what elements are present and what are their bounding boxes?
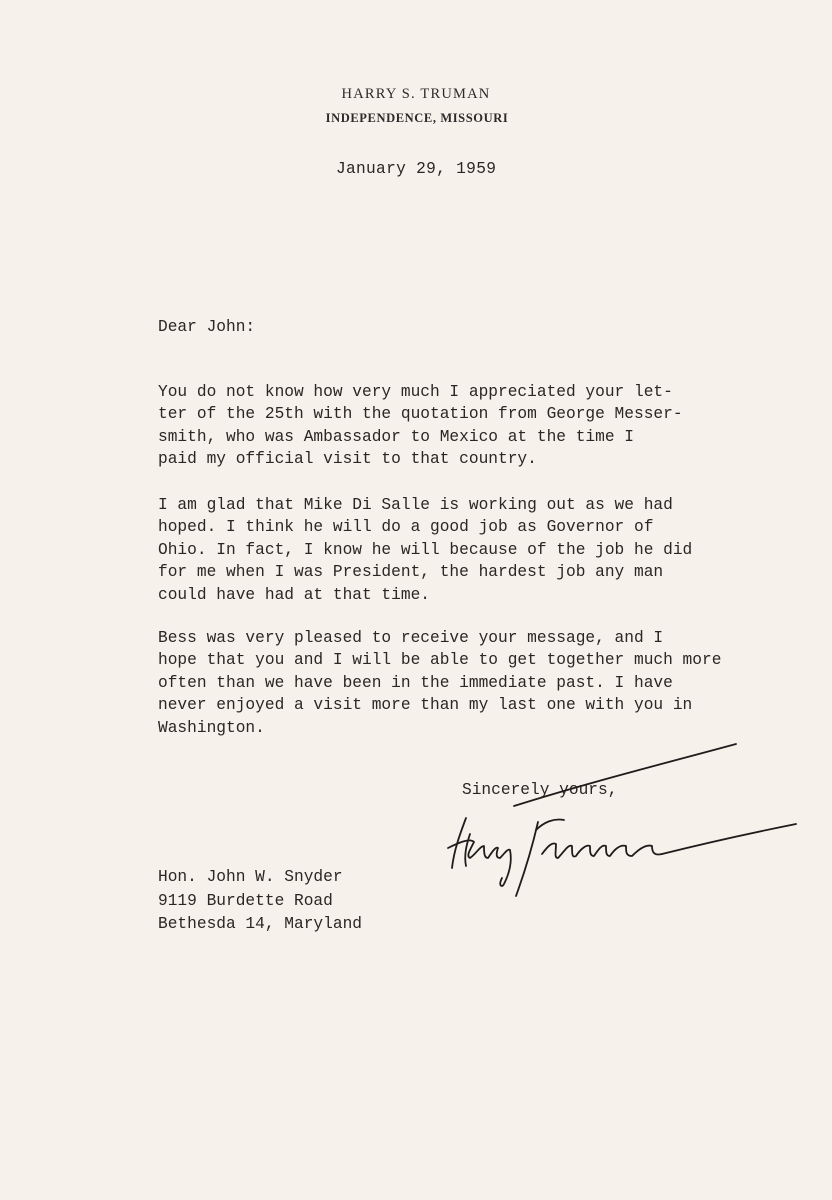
handwritten-signature — [440, 738, 810, 908]
recipient-address — [158, 866, 362, 937]
address-line: Bethesda 14, Maryland — [158, 915, 362, 933]
body-line: never enjoyed a visit more than my last one with you in — [158, 696, 693, 715]
body-line: ter of the 25th with the quotation from George Messer- — [158, 405, 683, 424]
body-line: hoped. I think he will do a good job as Governor of — [158, 518, 654, 537]
body-line: for me when I was President, the hardest job any man — [158, 563, 664, 582]
body-paragraph-2 — [158, 494, 758, 606]
body-line: paid my official visit to that country. — [158, 450, 537, 469]
letterhead-place: INDEPENDENCE, MISSOURI — [325, 111, 509, 125]
body-line: often than we have been in the immediate past. I have — [158, 673, 673, 692]
letterhead-name: HARRY S. TRUMAN — [341, 86, 491, 102]
address-line: Hon. John W. Snyder — [158, 868, 343, 886]
body-line: Ohio. In fact, I know he will because of the job he did — [158, 540, 693, 559]
body-line: could have had at that time. — [158, 585, 430, 604]
body-paragraph-3 — [158, 627, 758, 739]
body-paragraph-1 — [158, 381, 758, 471]
closing: Sincerely yours, — [462, 781, 618, 799]
body-line: Washington. — [158, 718, 265, 737]
body-line: hope that you and I will be able to get together much more — [158, 651, 722, 670]
body-line: Bess was very pleased to receive your message, and I — [158, 629, 664, 647]
letter-date: January 29, 1959 — [336, 160, 497, 178]
body-line: You do not know how very much I appreciated your let- — [158, 383, 673, 401]
salutation: Dear John: — [158, 318, 256, 336]
body-line: smith, who was Ambassador to Mexico at the time I — [158, 427, 634, 446]
body-line: I am glad that Mike Di Salle is working out as we had — [158, 496, 673, 514]
address-line: 9119 Burdette Road — [158, 891, 333, 910]
